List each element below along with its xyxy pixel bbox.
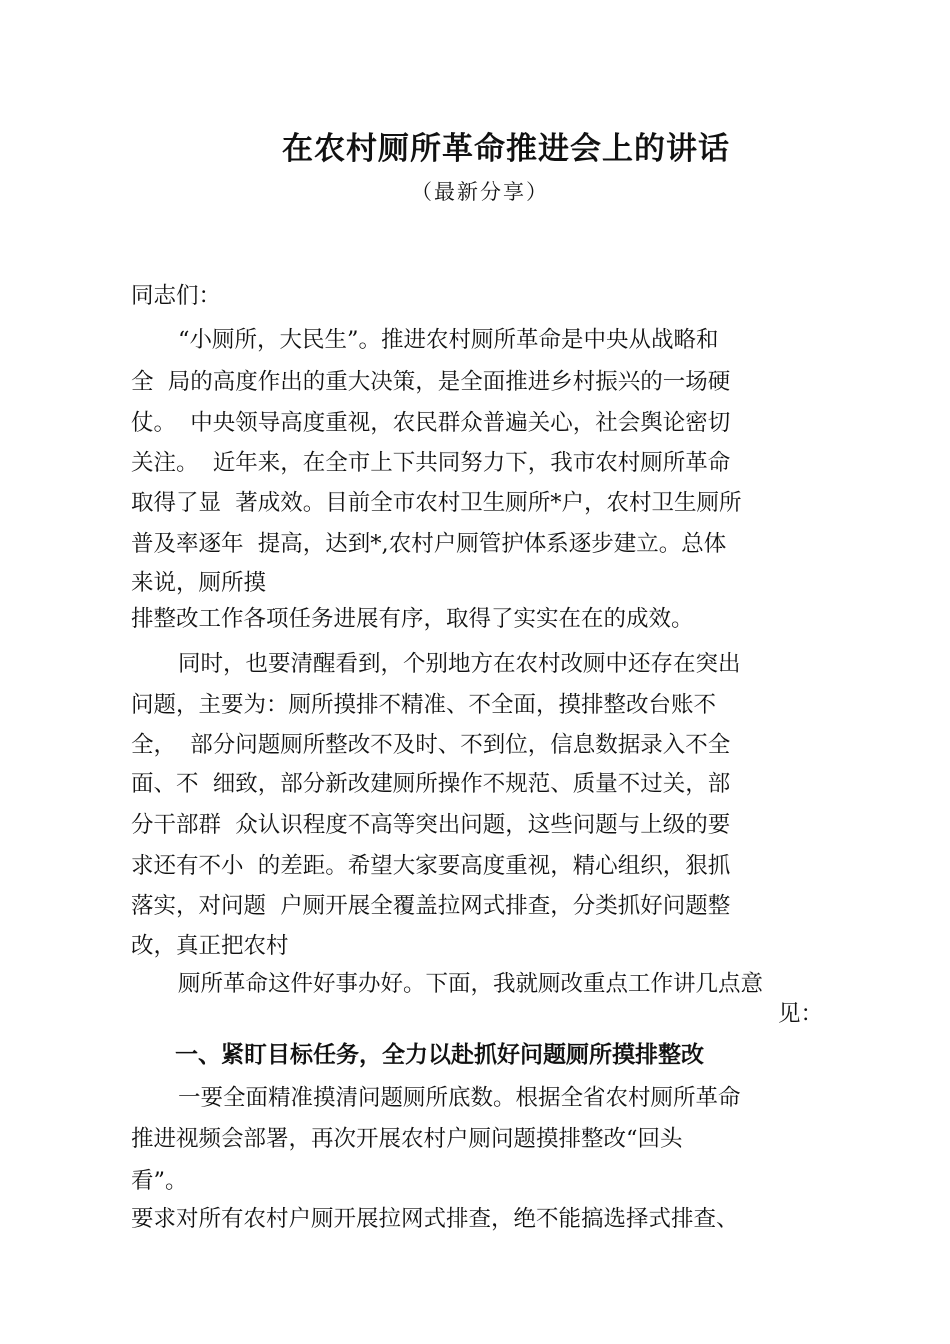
paragraph-line: 全， 部分问题厕所整改不及时、不到位，信息数据录入不全 xyxy=(131,732,731,758)
paragraph-line: 改，真正把农村 xyxy=(131,933,289,959)
paragraph-line: 普及率逐年 提高，达到*,农村户厕管护体系逐步建立。总体 xyxy=(131,531,727,557)
paragraph-line: 全 局的高度作出的重大决策，是全面推进乡村振兴的一场硬 xyxy=(131,369,731,395)
paragraph-line: 面、不 细致，部分新改建厕所操作不规范、质量不过关，部 xyxy=(131,771,731,797)
paragraph-line: 分干部群 众认识程度不高等突出问题，这些问题与上级的要 xyxy=(131,812,731,838)
paragraph-line-end: 见： xyxy=(778,1001,824,1027)
paragraph-line: 同时，也要清醒看到，个别地方在农村改厕中还存在突出 xyxy=(178,651,741,677)
document-title: 在农村厕所革命推进会上的讲话 xyxy=(282,131,730,167)
paragraph-line: 推进视频会部署，再次开展农村户厕问题摸排整改“回头 xyxy=(131,1126,683,1152)
paragraph-line: 仗。 中央领导高度重视，农民群众普遍关心，社会舆论密切 xyxy=(131,410,731,436)
paragraph-line: 一要全面精准摸清问题厕所底数。根据全省农村厕所革命 xyxy=(178,1085,741,1111)
paragraph-line: 排整改工作各项任务进展有序，取得了实实在在的成效。 xyxy=(131,606,694,632)
paragraph-line: 厕所革命这件好事办好。下面，我就厕改重点工作讲几点意 xyxy=(178,971,764,997)
section-heading: 一、紧盯目标任务，全力以赴抓好问题厕所摸排整改 xyxy=(175,1042,704,1068)
document-subtitle: （最新分享） xyxy=(411,180,549,204)
paragraph-line: 求还有不小 的差距。希望大家要高度重视，精心组织，狠抓 xyxy=(131,853,731,879)
paragraph-line: 看”。 xyxy=(131,1168,188,1194)
paragraph-line: 落实，对问题 户厕开展全覆盖拉网式排查，分类抓好问题整 xyxy=(131,893,731,919)
paragraph-line: 要求对所有农村户厕开展拉网式排查，绝不能搞选择式排查、 xyxy=(131,1206,739,1232)
paragraph-line: “小厕所，大民生”。推进农村厕所革命是中央从战略和 xyxy=(178,327,719,353)
salutation: 同志们： xyxy=(131,283,222,309)
paragraph-line: 取得了显 著成效。目前全市农村卫生厕所*户，农村卫生厕所 xyxy=(131,490,742,516)
paragraph-line: 来说，厕所摸 xyxy=(131,570,267,596)
paragraph-line: 问题，主要为：厕所摸排不精准、不全面，摸排整改台账不 xyxy=(131,692,717,718)
paragraph-line: 关注。 近年来，在全市上下共同努力下，我市农村厕所革命 xyxy=(131,450,731,476)
